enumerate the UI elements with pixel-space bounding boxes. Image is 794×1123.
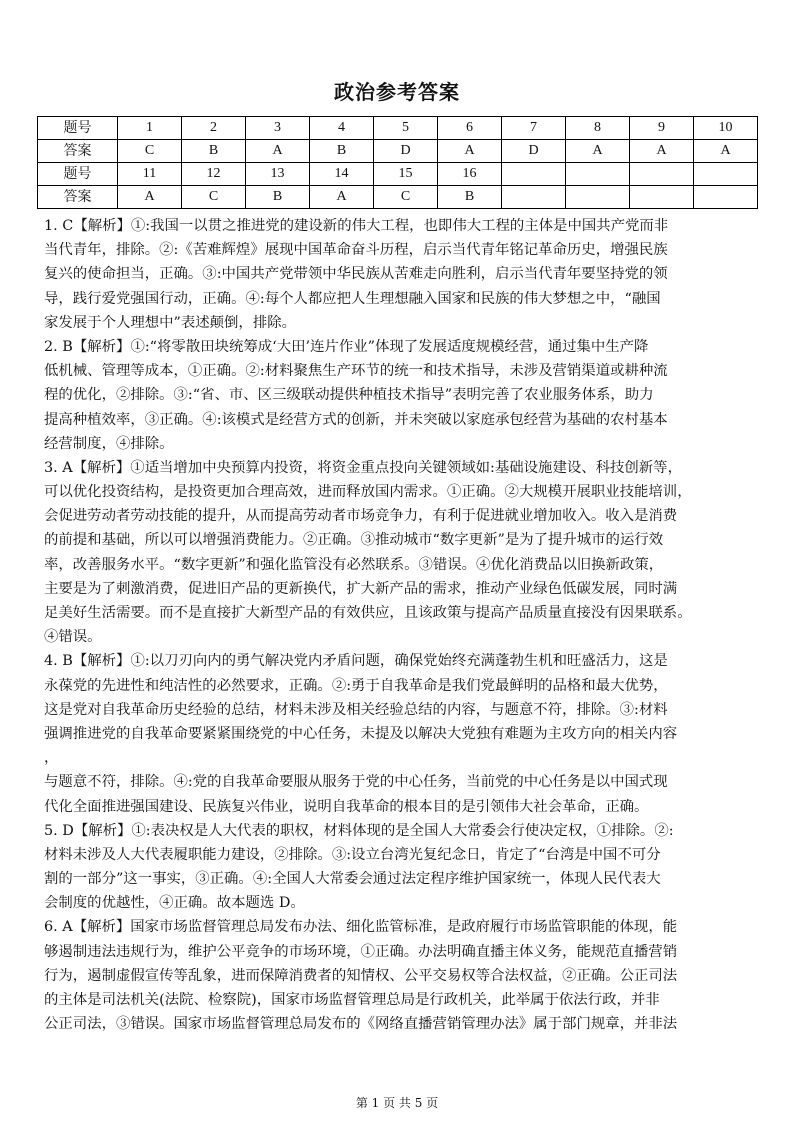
text-line: 导，践行爱党强国行动，正确。④:每个人都应把人生理想融入国家和民族的伟大梦想之中，“融国 [44, 290, 661, 307]
answer-cell: B [310, 140, 374, 163]
text-line: 材料未涉及人大代表履职能力建设，②排除。③:设立台湾光复纪念日，肯定了“台湾是中国不可分 [44, 846, 661, 863]
page-footer: 第 1 页 共 5 页 [355, 1096, 439, 1110]
answer-cell: D [374, 140, 438, 163]
answer-cell: 5 [374, 117, 438, 140]
answer-cell: A [246, 140, 310, 163]
answer-cell: 3 [246, 117, 310, 140]
answer-cell: 4 [310, 117, 374, 140]
answer-table-row [38, 186, 758, 209]
text-line: 经营制度，④排除。 [44, 435, 174, 452]
answer-cell: 8 [566, 117, 630, 140]
answer-cell: C [118, 140, 182, 163]
page-title: 政治参考答案 [334, 80, 460, 104]
answer-cell: 7 [502, 117, 566, 140]
answer-cell: A [566, 140, 630, 163]
answer-cell: 15 [374, 163, 438, 186]
answer-cell [566, 163, 630, 186]
text-line: 4. B【解析】①:以刀刃向内的勇气解决党内矛盾问题，确保党始终充满蓬勃生机和旺盛活力，这是 [44, 653, 668, 670]
text-line: 强调推进党的自我革命要紧紧围绕党的中心任务，未提及以解决大党独有难题为主攻方向的相关内容 [44, 725, 678, 742]
text-line: 的前提和基础，所以可以增强消费能力。②正确。③推动城市“数字更新”是为了提升城市的运行效 [44, 532, 664, 549]
text-line: 程的优化，②排除。③:“省、市、区三级联动提供种植技术指导”表明完善了农业服务体系，助力 [44, 387, 654, 404]
answer-cell [502, 163, 566, 186]
text-line: 率，改善服务水平。“数字更新”和强化监管没有必然联系。③错误。④优化消费品以旧换新政策， [44, 556, 664, 573]
answer-cell: 9 [630, 117, 694, 140]
text-line: 会制度的优越性，④正确。故本题选 D。 [44, 895, 305, 912]
answer-cell: 13 [246, 163, 310, 186]
text-line: 永葆党的先进性和纯洁性的必然要求，正确。②:勇于自我革命是我们党最鲜明的品格和最大优势， [44, 677, 668, 694]
answer-cell [502, 186, 566, 209]
answer-cell: A [630, 140, 694, 163]
row-header: 题号 [38, 117, 118, 140]
text-line: 复兴的使命担当，正确。③:中国共产党带领中华民族从苦难走向胜利，启示当代青年要坚持党的领 [44, 266, 668, 283]
answer-cell: C [374, 186, 438, 209]
answer-cell: 14 [310, 163, 374, 186]
answer-table [37, 116, 758, 209]
text-line: 的主体是司法机关(法院、检察院)，国家市场监督管理总局是行政机关，此举属于依法行政，并非 [44, 992, 660, 1008]
text-line: 1. C【解析】①:我国一以贯之推进党的建设新的伟大工程，也即伟大工程的主体是中国共产党而非 [44, 218, 669, 234]
answer-cell: 10 [694, 117, 758, 140]
text-line: 行为，遏制虚假宣传等乱象，进而保障消费者的知情权、公平交易权等合法权益，②正确。公正司法 [44, 967, 678, 984]
answer-explanations [44, 214, 759, 1036]
answer-cell [694, 186, 758, 209]
row-header: 答案 [38, 186, 118, 209]
text-line: 代化全面推进强国建设、民族复兴伟业，说明自我革命的根本目的是引领伟大社会革命，正确。 [44, 798, 649, 815]
answer-cell [694, 163, 758, 186]
text-line: 公正司法，③错误。国家市场监督管理总局发布的《网络直播营销管理办法》属于部门规章，并非法 [44, 1016, 678, 1033]
text-line: 低机械、管理等成本，①正确。②:材料聚焦生产环节的统一和技术指导，未涉及营销渠道或耕种流 [44, 363, 668, 380]
text-line: 够遏制违法违规行为，维护公平竞争的市场环境，①正确。办法明确直播主体义务，能规范直播营销 [44, 943, 678, 960]
text-line: ④错误。 [44, 629, 102, 646]
row-header: 答案 [38, 140, 118, 163]
text-line: 会促进劳动者劳动技能的提升，从而提高劳动者市场竞争力，有利于促进就业增加收入。收入是消费 [44, 508, 678, 525]
answer-cell [630, 186, 694, 209]
answer-cell: 12 [182, 163, 246, 186]
answer-cell: D [502, 140, 566, 163]
answer-cell: B [438, 186, 502, 209]
answer-cell [566, 186, 630, 209]
answer-cell: A [438, 140, 502, 163]
text-line: 3. A【解析】①适当增加中央预算内投资，将资金重点投向关键领域如:基础设施建设、科技创新等， [44, 459, 682, 476]
text-line: 提高种植效率，③正确。④:该模式是经营方式的创新，并未突破以家庭承包经营为基础的农村基本 [44, 411, 668, 428]
answer-cell: A [694, 140, 758, 163]
text-line: 当代青年，排除。②:《苦难辉煌》展现中国革命奋斗历程，启示当代青年铭记革命历史，增强民族 [44, 242, 668, 259]
answer-cell: 6 [438, 117, 502, 140]
text-line: 6. A【解析】国家市场监督管理总局发布办法、细化监管标准，是政府履行市场监管职能的体现，能 [44, 919, 678, 936]
answer-cell: B [182, 140, 246, 163]
row-header: 题号 [38, 163, 118, 186]
answer-cell: A [118, 186, 182, 209]
text-line: 主要是为了刺激消费，促进旧产品的更新换代，扩大新产品的需求，推动产业绿色低碳发展，同时满 [44, 580, 678, 597]
text-line: 5. D【解析】①:表决权是人大代表的职权，材料体现的是全国人大常委会行使决定权，①排除。②: [44, 822, 674, 839]
text-line: 可以优化投资结构，是投资更加合理高效，进而释放国内需求。①正确。②大规模开展职业技能培训， [44, 484, 692, 501]
answer-cell: 2 [182, 117, 246, 140]
text-line: 足美好生活需要。而不是直接扩大新型产品的有效供应，且该政策与提高产品质量直接没有因果联系。 [44, 605, 692, 621]
answer-table-row [38, 140, 758, 163]
text-line: 与题意不符，排除。④:党的自我革命要服从服务于党的中心任务，当前党的中心任务是以中国式现 [44, 774, 668, 791]
text-line: ， [44, 750, 59, 767]
text-line: 这是党对自我革命历史经验的总结，材料未涉及相关经验总结的内容，与题意不符，排除。③:材料 [44, 701, 668, 718]
text-line: 家发展于个人理想中”表述颠倒，排除。 [44, 314, 296, 331]
answer-cell [630, 163, 694, 186]
answer-cell: B [246, 186, 310, 209]
text-line: 割的一部分”这一事实，③正确。④:全国人大常委会通过法定程序维护国家统一，体现人民代表大 [44, 871, 661, 888]
answer-table-row [38, 163, 758, 186]
answer-cell: 1 [118, 117, 182, 140]
answer-cell: 16 [438, 163, 502, 186]
answer-cell: A [310, 186, 374, 209]
answer-cell: C [182, 186, 246, 209]
answer-table-row [38, 117, 758, 140]
text-line: 2. B【解析】①:“将零散田块统筹成‘大田’连片作业”体现了发展适度规模经营，通过集中生产降 [44, 338, 649, 355]
answer-cell: 11 [118, 163, 182, 186]
